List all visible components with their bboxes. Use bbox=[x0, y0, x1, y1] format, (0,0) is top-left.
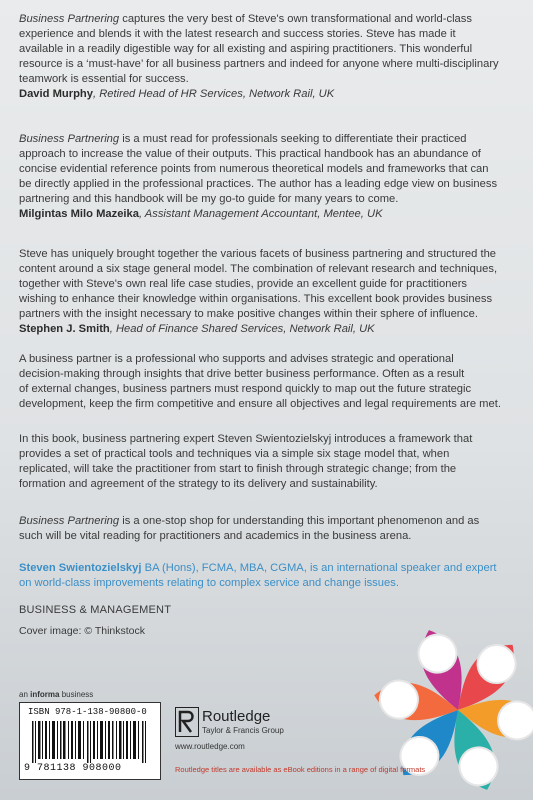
description-paragraph-2: In this book, business partnering expert Steven Swientozielskyj introduces a framework that provides a set of practical tools and techniques via a simple six stage model that, when replicated, will take the practitioner from start to finish through strategic change; from the formation and agreement of the strategy to its delivery and sustainability. bbox=[19, 433, 473, 490]
endorser-name: David Murphy bbox=[19, 88, 93, 100]
barcode-bars bbox=[30, 721, 150, 763]
endorser-role: , Retired Head of HR Services, Network Rail, UK bbox=[92, 88, 335, 100]
barcode-number: 9 781138 908000 bbox=[24, 763, 122, 774]
publisher-name: Routledge bbox=[202, 708, 271, 725]
endorser-role: , Head of Finance Shared Services, Network Rail, UK bbox=[109, 323, 375, 335]
description-paragraph-1: A business partner is a professional who supports and advises strategic and operational decision-making through insights that drive better business performance. Often as a result of external changes, business partners must respond quickly to map out the future strategic development, keep the firm competitive and ensure all objectives and legal requirements are met. bbox=[19, 353, 501, 410]
book-title: Business Partnering bbox=[19, 13, 120, 25]
book-title: Business Partnering bbox=[19, 515, 120, 527]
endorser-name: Milgintas Milo Mazeika bbox=[19, 208, 139, 220]
endorser-name: Stephen J. Smith bbox=[19, 323, 110, 335]
ebook-note: Routledge titles are available as eBook editions in a range of digital formats bbox=[175, 765, 426, 774]
endorsement-1 bbox=[19, 12, 519, 102]
closing-paragraph: Business Partnering is a one-stop shop for understanding this important phenomenon and as such will be vital reading for practitioners and academics in the business arena. bbox=[19, 515, 480, 542]
endorser-role: , Assistant Management Accountant, Mentee, UK bbox=[138, 208, 383, 220]
endorsement-2 bbox=[19, 132, 519, 222]
endorsement-text: Steve has uniquely brought together the various facets of business partnering and structured the content around a six stage general model. The combination of relevant research and techniques, together with Steve's own real life case studies, provide an excellent guide for practitioners wishing to enhance their knowledge within organisations. This excellent book provides business partners with the insight necessary to make positive changes within their sphere of influence. bbox=[19, 248, 498, 320]
cover-credit: Cover image: © Thinkstock bbox=[19, 625, 146, 637]
author-name: Steven Swientozielskyj bbox=[19, 562, 142, 574]
isbn-barcode bbox=[19, 702, 161, 780]
endorsement-text: is a must read for professionals seeking to differentiate their practiced approach to increase the value of their outputs. This practical handbook has an abundance of concise evidential reference points from numerous theoretical models and frameworks that can be directly applied in the professional practices. The author has a leading edge view on business partnering and this handbook will be my go-to guide for many years to come. bbox=[19, 133, 498, 205]
author-bio: Steven Swientozielskyj BA (Hons), FCMA, MBA, CGMA, is an international speaker and expert on world-class improvements relating to complex service and change issues. bbox=[19, 562, 497, 589]
publisher-group: Taylor & Francis Group bbox=[202, 726, 284, 735]
book-title: Business Partnering bbox=[19, 133, 120, 145]
informa-business-logo: an informa business bbox=[19, 690, 94, 699]
isbn-label: ISBN 978-1-138-90800-0 bbox=[28, 707, 147, 717]
endorsement-text: captures the very best of Steve's own transformational and world-class experience and blends it with the latest research and success stories. Steve has made it available in a readily digestible way for all existing and aspiring practitioners. This wonderful resource is a ‘must-have’ for all business partners and indeed for anyone where multi-disciplinary teamwork is essential for success. bbox=[19, 13, 499, 85]
endorsement-3 bbox=[19, 247, 519, 337]
publisher-url: www.routledge.com bbox=[175, 742, 245, 751]
routledge-logo-icon bbox=[175, 707, 199, 737]
subject-category: BUSINESS & MANAGEMENT bbox=[19, 604, 172, 616]
